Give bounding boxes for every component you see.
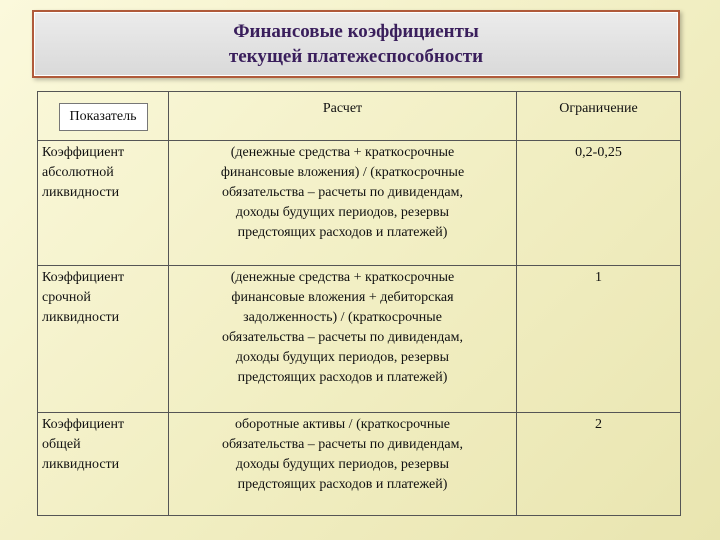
limit-cell: 0,2-0,25 bbox=[517, 141, 681, 266]
slide-title-line-1: Финансовые коэффициенты bbox=[233, 21, 479, 42]
calculation-cell: (денежные средства + краткосрочные финансовые вложения) / (краткосрочные обязательства – расчеты по дивидендам, доходы будущих периодов, резервы предстоящих расходов и платежей) bbox=[169, 141, 517, 266]
header-calculation: Расчет bbox=[169, 92, 517, 141]
calculation-cell: (денежные средства + краткосрочные финансовые вложения + дебиторская задолженность) / (краткосрочные обязательства – расчеты по дивидендам, доходы будущих периодов, резервы предстоящих расходов и платежей) bbox=[169, 266, 517, 413]
table-row bbox=[38, 141, 681, 266]
indicator-cell: Коэффициент абсолютной ликвидности bbox=[38, 141, 169, 266]
table-row bbox=[38, 266, 681, 413]
calculation-cell: оборотные активы / (краткосрочные обязательства – расчеты по дивидендам, доходы будущих периодов, резервы предстоящих расходов и платежей) bbox=[169, 413, 517, 516]
table-row bbox=[38, 413, 681, 516]
slide-title-line-2: текущей платежеспособности bbox=[228, 46, 484, 67]
header-limit: Ограничение bbox=[517, 92, 681, 141]
header-indicator: Показатель bbox=[38, 92, 169, 141]
indicator-cell: Коэффициент срочной ликвидности bbox=[38, 266, 169, 413]
slide-title-box bbox=[32, 10, 680, 78]
limit-cell: 2 bbox=[517, 413, 681, 516]
table-header-row bbox=[38, 92, 681, 141]
ratios-table bbox=[37, 91, 681, 516]
limit-cell: 1 bbox=[517, 266, 681, 413]
indicator-cell: Коэффициент общей ликвидности bbox=[38, 413, 169, 516]
